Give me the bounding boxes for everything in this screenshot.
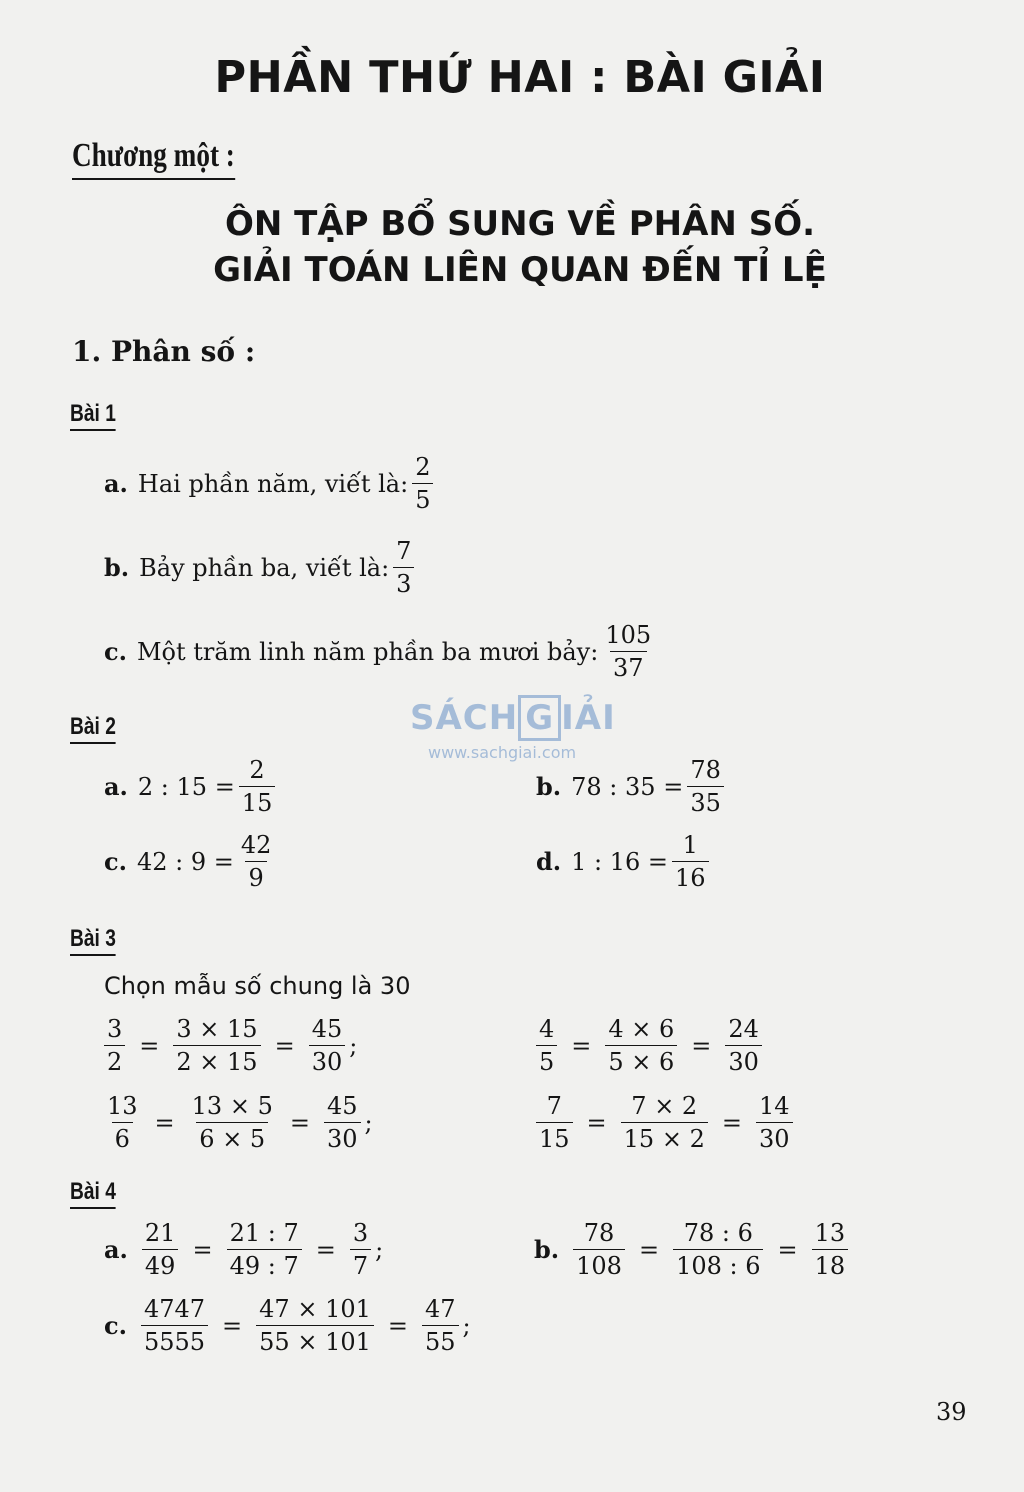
exercise-2b xyxy=(536,755,728,818)
exercise-2c xyxy=(104,830,278,893)
watermark-url: www.sachgiai.com xyxy=(428,743,577,762)
equals-sign: = xyxy=(638,1235,660,1264)
exercise-1c xyxy=(104,620,658,683)
equals-sign: = xyxy=(222,1311,243,1340)
numerator: 13 xyxy=(107,1092,138,1120)
denominator: 49 xyxy=(142,1249,179,1281)
denominator: 5555 xyxy=(141,1325,208,1357)
numerator: 45 xyxy=(311,1015,343,1043)
denominator: 18 xyxy=(812,1249,849,1281)
section-heading: 1. Phân số : xyxy=(72,335,256,368)
division-expression: 1 : 16 = xyxy=(571,847,669,876)
denominator: 6 × 5 xyxy=(196,1122,268,1154)
denominator: 16 xyxy=(672,861,709,893)
equals-sign: = xyxy=(274,1031,295,1060)
chapter-subtitle-line-2: GIẢI TOÁN LIÊN QUAN ĐẾN TỈ LỆ xyxy=(213,250,827,290)
semicolon: ; xyxy=(375,1235,384,1264)
numerator: 78 xyxy=(583,1219,615,1247)
exercise-3-row-2 xyxy=(532,1014,766,1077)
item-label: a. xyxy=(104,1235,128,1264)
fraction xyxy=(687,755,724,818)
item-label: b. xyxy=(104,553,130,582)
exercise-3-row-4 xyxy=(532,1091,797,1154)
division-expression: 42 : 9 = xyxy=(136,847,234,876)
denominator: 30 xyxy=(756,1122,793,1154)
semicolon: ; xyxy=(364,1108,373,1137)
denominator: 3 xyxy=(393,567,414,599)
numerator: 3 xyxy=(107,1015,123,1043)
denominator: 55 × 101 xyxy=(256,1325,374,1357)
exercise-2a xyxy=(104,755,279,818)
denominator: 15 × 2 xyxy=(621,1122,708,1154)
item-label: c. xyxy=(104,1311,127,1340)
numerator: 2 xyxy=(249,756,265,784)
fraction xyxy=(239,755,276,818)
item-label: a. xyxy=(104,772,128,801)
exercise-4b xyxy=(534,1218,852,1281)
denominator: 55 xyxy=(422,1325,459,1357)
item-label: c. xyxy=(104,847,127,876)
item-label: b. xyxy=(536,772,562,801)
item-label: d. xyxy=(536,847,562,876)
item-label: b. xyxy=(534,1235,560,1264)
equals-sign: = xyxy=(777,1235,798,1264)
denominator: 49 : 7 xyxy=(227,1249,302,1281)
denominator: 2 xyxy=(104,1045,125,1077)
denominator: 37 xyxy=(610,651,647,683)
denominator: 5 xyxy=(536,1045,557,1077)
item-label: c. xyxy=(104,637,127,666)
fraction xyxy=(412,452,433,515)
exercise-3-heading: Bài 3 xyxy=(70,925,116,956)
exercise-1b xyxy=(104,536,418,599)
numerator: 4 × 6 xyxy=(608,1015,675,1043)
denominator: 9 xyxy=(245,861,266,893)
numerator: 42 xyxy=(240,831,272,859)
equals-sign: = xyxy=(192,1235,213,1264)
item-text: Hai phần năm, viết là: xyxy=(137,469,409,498)
equals-sign: = xyxy=(721,1108,742,1137)
equals-sign: = xyxy=(586,1108,607,1137)
numerator: 47 xyxy=(424,1295,456,1323)
exercise-3-row-1 xyxy=(100,1014,357,1077)
exercise-4c xyxy=(104,1294,471,1357)
denominator: 108 xyxy=(573,1249,625,1281)
numerator: 21 xyxy=(144,1219,176,1247)
numerator: 13 xyxy=(814,1219,846,1247)
numerator: 4 xyxy=(539,1015,555,1043)
watermark xyxy=(410,695,616,762)
numerator: 47 × 101 xyxy=(259,1295,371,1323)
numerator: 45 xyxy=(326,1092,358,1120)
exercise-1-heading: Bài 1 xyxy=(70,400,116,431)
division-expression: 2 : 15 = xyxy=(137,772,235,801)
item-text: Một trăm linh năm phần ba mươi bảy: xyxy=(136,637,599,666)
equals-sign: = xyxy=(154,1108,175,1137)
exercise-4a xyxy=(104,1218,383,1281)
semicolon: ; xyxy=(349,1031,358,1060)
exercise-4-heading: Bài 4 xyxy=(70,1178,116,1209)
fraction xyxy=(238,830,275,893)
division-expression: 78 : 35 = xyxy=(571,772,684,801)
denominator: 5 xyxy=(412,483,433,515)
numerator: 14 xyxy=(758,1092,790,1120)
item-text: Bảy phần ba, viết là: xyxy=(139,553,390,582)
denominator: 15 xyxy=(536,1122,573,1154)
equals-sign: = xyxy=(571,1031,592,1060)
numerator: 13 × 5 xyxy=(191,1092,273,1120)
denominator: 5 × 6 xyxy=(605,1045,677,1077)
page-number: 39 xyxy=(936,1398,967,1426)
numerator: 2 xyxy=(415,453,431,481)
numerator: 3 × 15 xyxy=(176,1015,258,1043)
equals-sign: = xyxy=(315,1235,336,1264)
denominator: 15 xyxy=(239,786,276,818)
denominator: 108 : 6 xyxy=(673,1249,763,1281)
page-title: PHẦN THỨ HAI : BÀI GIẢI xyxy=(214,52,826,103)
denominator: 30 xyxy=(725,1045,762,1077)
equals-sign: = xyxy=(289,1108,310,1137)
numerator: 78 xyxy=(690,756,721,784)
exercise-3-row-3 xyxy=(100,1091,373,1154)
denominator: 7 xyxy=(350,1249,371,1281)
exercise-2-heading: Bài 2 xyxy=(70,713,116,744)
item-label: a. xyxy=(104,469,128,498)
semicolon: ; xyxy=(462,1311,471,1340)
numerator: 24 xyxy=(728,1015,759,1043)
chapter-subtitle-line-1: ÔN TẬP BỔ SUNG VỀ PHÂN SỐ. xyxy=(224,204,816,244)
numerator: 4747 xyxy=(143,1295,206,1323)
denominator: 30 xyxy=(324,1122,361,1154)
numerator: 3 xyxy=(352,1219,369,1247)
equals-sign: = xyxy=(691,1031,712,1060)
denominator: 30 xyxy=(309,1045,346,1077)
numerator: 1 xyxy=(682,831,698,859)
numerator: 21 : 7 xyxy=(229,1219,299,1247)
equals-sign: = xyxy=(139,1031,160,1060)
fraction xyxy=(602,620,654,683)
numerator: 7 xyxy=(396,537,412,565)
denominator: 2 × 15 xyxy=(173,1045,260,1077)
numerator: 7 × 2 xyxy=(631,1092,698,1120)
exercise-3-intro: Chọn mẫu số chung là 30 xyxy=(104,972,411,1000)
watermark-logo: SÁCH G IẢI xyxy=(410,695,616,741)
numerator: 7 xyxy=(546,1092,562,1120)
chapter-heading: Chương một : xyxy=(72,136,235,180)
fraction xyxy=(393,536,414,599)
denominator: 6 xyxy=(112,1122,133,1154)
exercise-2d xyxy=(536,830,713,893)
exercise-1a xyxy=(104,452,437,515)
numerator: 105 xyxy=(605,621,652,649)
fraction xyxy=(672,830,709,893)
denominator: 35 xyxy=(687,786,724,818)
numerator: 78 : 6 xyxy=(683,1219,753,1247)
equals-sign: = xyxy=(387,1311,408,1340)
